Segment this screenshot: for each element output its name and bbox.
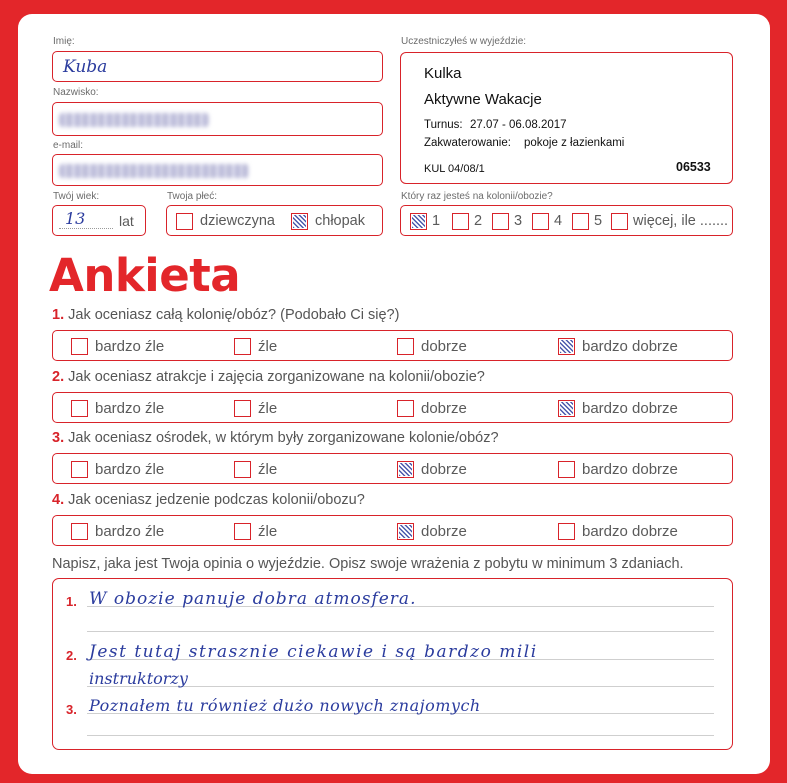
name-field[interactable] (52, 51, 383, 82)
rating-checkbox[interactable] (397, 461, 414, 478)
rating-checkbox[interactable] (71, 338, 88, 355)
times-option-more: więcej, ile ....... (633, 213, 729, 229)
name-label: Imię: (53, 36, 75, 47)
rating-checkbox[interactable] (234, 400, 251, 417)
surname-label: Nazwisko: (53, 87, 99, 98)
rating-option-label: bardzo dobrze (582, 400, 678, 417)
rating-checkbox[interactable] (234, 461, 251, 478)
times-label: Który raz jesteś na kolonii/obozie? (401, 191, 553, 202)
question-1-label (52, 307, 399, 323)
redacted-email (59, 164, 249, 178)
rating-checkbox[interactable] (397, 400, 414, 417)
question-number: 2. (52, 369, 65, 385)
name-value: Kuba (63, 57, 108, 77)
rating-checkbox[interactable] (71, 523, 88, 540)
participated-label: Uczestniczyłeś w wyjeździe: (401, 36, 527, 47)
age-field[interactable] (52, 205, 146, 236)
question-4-label (52, 492, 365, 508)
email-label: e-mail: (53, 140, 84, 151)
email-field[interactable] (52, 154, 383, 186)
redacted-surname (59, 113, 209, 127)
rating-checkbox[interactable] (397, 523, 414, 540)
trip-ticket (400, 52, 733, 184)
question-1-options (52, 330, 733, 361)
question-number: 4. (52, 492, 65, 508)
times-field (400, 205, 733, 236)
times-checkbox-5[interactable] (572, 213, 589, 230)
opinion-line-1: W obozie panuje dobra atmosfera. (89, 589, 417, 609)
trip-brand: Kulka (424, 65, 462, 82)
rating-option-label: bardzo dobrze (582, 461, 678, 478)
gender-checkbox-boy[interactable] (291, 213, 308, 230)
rating-option-label: bardzo dobrze (582, 338, 678, 355)
age-label: Twój wiek: (53, 191, 100, 202)
times-checkbox-2[interactable] (452, 213, 469, 230)
opinion-rule (87, 631, 714, 632)
opinion-num-3: 3. (66, 702, 77, 717)
times-checkbox-4[interactable] (532, 213, 549, 230)
turnus-value: 27.07 - 06.08.2017 (470, 119, 567, 131)
age-value: 13 (65, 209, 86, 228)
rating-option-label: dobrze (421, 400, 467, 417)
trip-number: 06533 (676, 160, 711, 174)
times-option-4: 4 (554, 213, 563, 229)
times-checkbox-1[interactable] (410, 213, 427, 230)
rating-checkbox[interactable] (234, 338, 251, 355)
gender-option-girl: dziewczyna (200, 213, 275, 229)
question-2-options (52, 392, 733, 423)
rating-option-label: dobrze (421, 523, 467, 540)
times-checkbox-3[interactable] (492, 213, 509, 230)
rating-checkbox[interactable] (558, 400, 575, 417)
rating-checkbox[interactable] (558, 461, 575, 478)
surname-field[interactable] (52, 102, 383, 136)
rating-checkbox[interactable] (558, 523, 575, 540)
rating-option-label: źle (258, 461, 278, 478)
opinion-rule (87, 735, 714, 736)
opinion-num-1: 1. (66, 594, 77, 609)
rating-checkbox[interactable] (397, 338, 414, 355)
opinion-line-2b: instruktorzy (89, 669, 188, 688)
rating-checkbox[interactable] (71, 400, 88, 417)
times-option-3: 3 (514, 213, 523, 229)
survey-title: Ankieta (49, 249, 241, 302)
gender-label: Twoja płeć: (167, 191, 218, 202)
question-text: Jak oceniasz całą kolonię/obóz? (Podobało Ci się?) (68, 307, 400, 323)
question-text: Jak oceniasz jedzenie podczas kolonii/obozu? (68, 492, 365, 508)
rating-checkbox[interactable] (558, 338, 575, 355)
rating-option-label: bardzo źle (95, 461, 165, 478)
accommodation-value: pokoje z łazienkami (524, 137, 625, 149)
question-number: 3. (52, 430, 65, 446)
times-option-2: 2 (474, 213, 483, 229)
question-4-options (52, 515, 733, 546)
opinion-box[interactable] (52, 578, 733, 750)
rating-option-label: bardzo źle (95, 338, 165, 355)
rating-option-label: bardzo źle (95, 523, 165, 540)
turnus-label: Turnus: (424, 119, 463, 131)
opinion-prompt: Napisz, jaka jest Twoja opinia o wyjeździe. Opisz swoje wrażenia z pobytu w minimum 3 zdaniach. (52, 556, 684, 572)
question-3-label (52, 430, 499, 446)
opinion-line-2a: Jest tutaj strasznie ciekawie i są bardzo mili (89, 642, 538, 662)
question-text: Jak oceniasz atrakcje i zajęcia zorganizowane na kolonii/obozie? (68, 369, 485, 385)
times-checkbox-more[interactable] (611, 213, 628, 230)
rating-option-label: źle (258, 400, 278, 417)
accommodation-label: Zakwaterowanie: (424, 137, 511, 149)
times-option-1: 1 (432, 213, 441, 229)
rating-option-label: dobrze (421, 338, 467, 355)
trip-code: KUL 04/08/1 (424, 163, 485, 175)
opinion-num-2: 2. (66, 648, 77, 663)
times-option-5: 5 (594, 213, 603, 229)
rating-checkbox[interactable] (71, 461, 88, 478)
gender-option-boy: chłopak (315, 213, 365, 229)
age-dotted-line (59, 228, 113, 229)
rating-option-label: dobrze (421, 461, 467, 478)
gender-checkbox-girl[interactable] (176, 213, 193, 230)
rating-option-label: źle (258, 338, 278, 355)
trip-program: Aktywne Wakacje (424, 91, 542, 108)
gender-field (166, 205, 383, 236)
age-unit: lat (119, 213, 134, 229)
question-3-options (52, 453, 733, 484)
rating-option-label: bardzo źle (95, 400, 165, 417)
rating-option-label: bardzo dobrze (582, 523, 678, 540)
opinion-line-3: Poznałem tu również dużo nowych znajomych (89, 696, 481, 715)
rating-checkbox[interactable] (234, 523, 251, 540)
question-2-label (52, 369, 485, 385)
question-number: 1. (52, 307, 65, 323)
question-text: Jak oceniasz ośrodek, w którym były zorganizowane kolonie/obóz? (68, 430, 499, 446)
rating-option-label: źle (258, 523, 278, 540)
